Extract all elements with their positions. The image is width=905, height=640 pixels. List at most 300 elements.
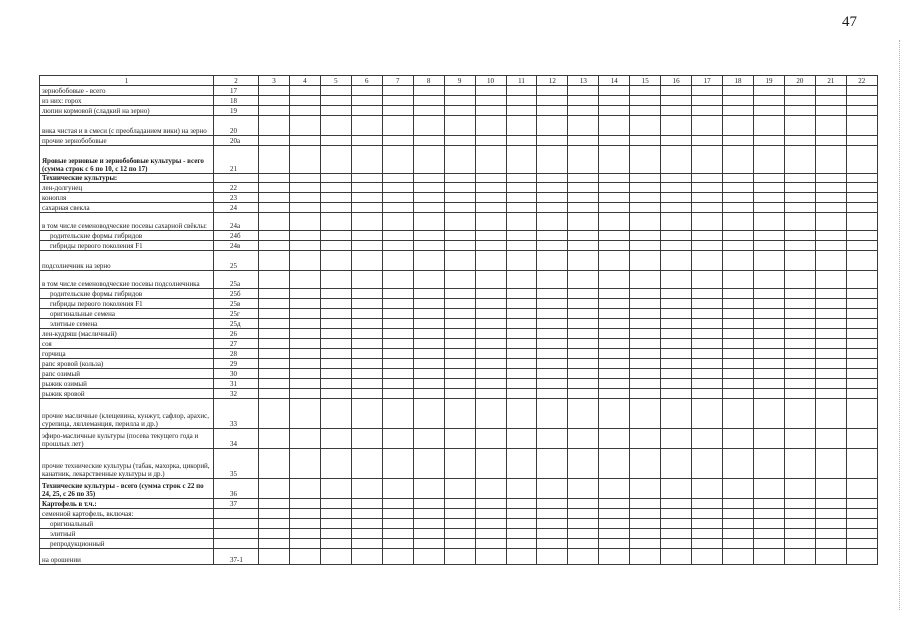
data-cell <box>413 241 444 251</box>
data-cell <box>382 369 413 379</box>
data-cell <box>259 251 290 271</box>
data-cell <box>815 106 846 116</box>
data-cell <box>599 309 630 319</box>
data-cell <box>506 241 537 251</box>
data-cell <box>259 136 290 146</box>
data-cell <box>754 429 785 449</box>
data-cell <box>568 231 599 241</box>
table-row <box>40 399 878 429</box>
data-cell <box>784 86 815 96</box>
data-cell <box>692 213 723 231</box>
data-cell <box>630 309 661 319</box>
data-cell <box>692 146 723 174</box>
column-header-13: 13 <box>568 76 599 86</box>
table-row <box>40 203 878 213</box>
data-cell <box>382 271 413 289</box>
data-cell <box>754 203 785 213</box>
column-header-1: 1 <box>40 76 214 86</box>
data-cell <box>599 339 630 349</box>
row-code: 36 <box>214 479 259 499</box>
data-cell <box>692 299 723 309</box>
data-cell <box>506 479 537 499</box>
data-cell <box>413 309 444 319</box>
data-cell <box>815 359 846 369</box>
data-cell <box>320 183 351 193</box>
data-cell <box>692 96 723 106</box>
data-cell <box>692 399 723 429</box>
row-label: семенной картофель, включая: <box>40 509 214 519</box>
data-cell <box>754 519 785 529</box>
data-cell <box>723 116 754 136</box>
data-cell <box>537 319 568 329</box>
data-cell <box>815 389 846 399</box>
data-cell <box>537 106 568 116</box>
data-cell <box>444 329 475 339</box>
data-cell <box>815 174 846 183</box>
data-cell <box>568 399 599 429</box>
data-cell <box>320 96 351 106</box>
data-cell <box>537 96 568 106</box>
data-cell <box>784 299 815 309</box>
data-cell <box>475 389 506 399</box>
data-cell <box>259 213 290 231</box>
data-cell <box>475 529 506 539</box>
data-cell <box>784 174 815 183</box>
data-cell <box>259 359 290 369</box>
data-cell <box>661 193 692 203</box>
data-cell <box>723 193 754 203</box>
data-cell <box>382 549 413 565</box>
data-cell <box>846 399 877 429</box>
row-label: родительские формы гибридов <box>40 231 214 241</box>
data-cell <box>506 136 537 146</box>
data-cell <box>784 271 815 289</box>
data-cell <box>259 389 290 399</box>
data-cell <box>661 319 692 329</box>
data-cell <box>289 193 320 203</box>
data-cell <box>630 106 661 116</box>
data-cell <box>320 539 351 549</box>
data-cell <box>413 146 444 174</box>
data-cell <box>320 213 351 231</box>
data-cell <box>259 539 290 549</box>
column-header-16: 16 <box>661 76 692 86</box>
data-cell <box>815 96 846 106</box>
data-cell <box>289 369 320 379</box>
data-cell <box>506 549 537 565</box>
data-cell <box>846 193 877 203</box>
data-cell <box>259 549 290 565</box>
data-cell <box>754 213 785 231</box>
data-cell <box>754 509 785 519</box>
data-cell <box>692 429 723 449</box>
data-cell <box>846 359 877 369</box>
row-code: 29 <box>214 359 259 369</box>
data-cell <box>784 241 815 251</box>
data-cell <box>784 389 815 399</box>
data-cell <box>568 106 599 116</box>
data-cell <box>661 519 692 529</box>
data-cell <box>599 399 630 429</box>
data-cell <box>815 319 846 329</box>
data-cell <box>320 86 351 96</box>
data-cell <box>351 309 382 319</box>
data-cell <box>568 349 599 359</box>
data-cell <box>784 106 815 116</box>
data-cell <box>537 136 568 146</box>
data-cell <box>815 519 846 529</box>
row-code: 33 <box>214 399 259 429</box>
data-cell <box>599 479 630 499</box>
data-cell <box>784 429 815 449</box>
data-cell <box>537 389 568 399</box>
row-label: соя <box>40 339 214 349</box>
row-label: горчица <box>40 349 214 359</box>
row-label: родительские формы гибридов <box>40 289 214 299</box>
data-cell <box>661 369 692 379</box>
data-cell <box>382 116 413 136</box>
table-row <box>40 329 878 339</box>
data-cell <box>692 529 723 539</box>
row-label: вика чистая и в смеси (с преобладанием вики) на зерно <box>40 116 214 136</box>
data-cell <box>630 241 661 251</box>
data-cell <box>506 271 537 289</box>
data-cell <box>506 203 537 213</box>
row-code: 34 <box>214 429 259 449</box>
data-cell <box>723 399 754 429</box>
data-cell <box>506 251 537 271</box>
data-cell <box>846 519 877 529</box>
data-cell <box>630 136 661 146</box>
data-cell <box>784 116 815 136</box>
data-cell <box>320 231 351 241</box>
data-cell <box>475 539 506 549</box>
data-cell <box>444 539 475 549</box>
row-code: 17 <box>214 86 259 96</box>
data-cell <box>568 529 599 539</box>
data-cell <box>661 529 692 539</box>
data-cell <box>289 549 320 565</box>
data-cell <box>630 429 661 449</box>
data-cell <box>320 519 351 529</box>
row-code: 19 <box>214 106 259 116</box>
data-cell <box>537 183 568 193</box>
row-label: зернобобовые - всего <box>40 86 214 96</box>
data-cell <box>692 499 723 509</box>
data-cell <box>784 519 815 529</box>
data-cell <box>568 174 599 183</box>
data-cell <box>413 519 444 529</box>
data-cell <box>537 549 568 565</box>
data-cell <box>661 146 692 174</box>
data-cell <box>846 231 877 241</box>
data-cell <box>289 299 320 309</box>
data-cell <box>475 429 506 449</box>
data-cell <box>846 289 877 299</box>
table-row <box>40 193 878 203</box>
data-cell <box>320 289 351 299</box>
data-cell <box>630 499 661 509</box>
data-cell <box>289 389 320 399</box>
row-label: конопля <box>40 193 214 203</box>
data-cell <box>661 359 692 369</box>
data-cell <box>537 499 568 509</box>
data-cell <box>382 136 413 146</box>
data-cell <box>320 146 351 174</box>
data-cell <box>413 96 444 106</box>
data-cell <box>413 299 444 309</box>
table-row <box>40 349 878 359</box>
row-code: 30 <box>214 369 259 379</box>
data-cell <box>351 379 382 389</box>
data-cell <box>351 251 382 271</box>
data-cell <box>351 519 382 529</box>
data-cell <box>351 146 382 174</box>
table-row <box>40 429 878 449</box>
data-cell <box>289 379 320 389</box>
data-cell <box>259 379 290 389</box>
data-cell <box>815 193 846 203</box>
data-cell <box>630 251 661 271</box>
data-cell <box>475 136 506 146</box>
data-cell <box>444 479 475 499</box>
data-cell <box>413 479 444 499</box>
data-cell <box>351 289 382 299</box>
data-cell <box>599 379 630 389</box>
data-cell <box>599 183 630 193</box>
data-cell <box>846 479 877 499</box>
table-row <box>40 499 878 509</box>
data-cell <box>537 193 568 203</box>
table-row <box>40 241 878 251</box>
data-cell <box>815 339 846 349</box>
data-cell <box>784 319 815 329</box>
data-cell <box>289 339 320 349</box>
data-cell <box>413 106 444 116</box>
data-cell <box>259 241 290 251</box>
data-cell <box>599 449 630 479</box>
data-cell <box>444 349 475 359</box>
data-cell <box>506 529 537 539</box>
data-cell <box>599 241 630 251</box>
data-cell <box>506 96 537 106</box>
row-label: репродукционный <box>40 539 214 549</box>
data-cell <box>444 399 475 429</box>
data-cell <box>630 203 661 213</box>
data-cell <box>506 449 537 479</box>
page-number: 47 <box>842 14 857 30</box>
data-cell <box>692 251 723 271</box>
data-cell <box>289 349 320 359</box>
row-code <box>214 174 259 183</box>
data-cell <box>289 449 320 479</box>
data-cell <box>351 369 382 379</box>
data-cell <box>351 389 382 399</box>
data-cell <box>599 519 630 529</box>
table-header-row <box>40 76 878 86</box>
data-cell <box>599 319 630 329</box>
data-cell <box>630 399 661 429</box>
data-cell <box>692 329 723 339</box>
data-cell <box>630 231 661 241</box>
column-header-3: 3 <box>259 76 290 86</box>
data-cell <box>661 251 692 271</box>
data-cell <box>475 369 506 379</box>
data-cell <box>537 449 568 479</box>
data-cell <box>568 299 599 309</box>
data-cell <box>444 203 475 213</box>
data-cell <box>506 86 537 96</box>
data-cell <box>784 183 815 193</box>
column-header-5: 5 <box>320 76 351 86</box>
data-cell <box>351 399 382 429</box>
data-cell <box>506 349 537 359</box>
data-cell <box>846 499 877 509</box>
data-cell <box>754 539 785 549</box>
data-cell <box>661 539 692 549</box>
data-cell <box>754 136 785 146</box>
data-cell <box>259 429 290 449</box>
data-cell <box>382 299 413 309</box>
row-code: 25в <box>214 299 259 309</box>
data-cell <box>599 251 630 271</box>
data-cell <box>382 349 413 359</box>
data-cell <box>754 289 785 299</box>
data-cell <box>630 519 661 529</box>
data-cell <box>846 251 877 271</box>
data-cell <box>475 359 506 369</box>
data-cell <box>382 499 413 509</box>
table-row <box>40 319 878 329</box>
table-row <box>40 96 878 106</box>
data-cell <box>537 231 568 241</box>
data-cell <box>413 449 444 479</box>
data-cell <box>723 349 754 359</box>
data-cell <box>320 529 351 539</box>
data-cell <box>815 136 846 146</box>
data-cell <box>568 289 599 299</box>
data-cell <box>382 319 413 329</box>
row-code <box>214 529 259 539</box>
data-cell <box>754 449 785 479</box>
data-cell <box>815 309 846 319</box>
data-cell <box>382 389 413 399</box>
data-cell <box>723 203 754 213</box>
row-label: подсолнечник на зерно <box>40 251 214 271</box>
table-row <box>40 213 878 231</box>
row-code: 26 <box>214 329 259 339</box>
table-row <box>40 549 878 565</box>
table-row <box>40 529 878 539</box>
data-cell <box>568 449 599 479</box>
data-cell <box>413 116 444 136</box>
data-cell <box>259 529 290 539</box>
data-cell <box>382 339 413 349</box>
data-cell <box>784 359 815 369</box>
data-cell <box>599 193 630 203</box>
data-cell <box>846 529 877 539</box>
data-cell <box>568 339 599 349</box>
row-label: прочие масличные (клещевина, кунжут, сафлор, арахис, сурепица, ляллеманция, перилла и др.) <box>40 399 214 429</box>
data-cell <box>568 271 599 289</box>
data-cell <box>723 289 754 299</box>
data-cell <box>784 329 815 339</box>
data-cell <box>444 549 475 565</box>
data-cell <box>815 399 846 429</box>
data-cell <box>723 359 754 369</box>
column-header-21: 21 <box>815 76 846 86</box>
data-cell <box>382 449 413 479</box>
data-cell <box>259 399 290 429</box>
data-cell <box>568 359 599 369</box>
data-cell <box>784 349 815 359</box>
data-cell <box>506 539 537 549</box>
data-cell <box>630 86 661 96</box>
data-cell <box>723 96 754 106</box>
data-cell <box>537 241 568 251</box>
data-cell <box>289 146 320 174</box>
data-cell <box>475 509 506 519</box>
data-cell <box>320 241 351 251</box>
data-cell <box>723 319 754 329</box>
row-label: Яровые зерновые и зернобобовые культуры - всего (сумма строк с 6 по 10, с 12 по 17) <box>40 146 214 174</box>
data-cell <box>846 549 877 565</box>
data-cell <box>630 289 661 299</box>
row-label: эфиро-масличные культуры (посева текущего года и прошлых лет) <box>40 429 214 449</box>
row-code: 24 <box>214 203 259 213</box>
data-cell <box>475 499 506 509</box>
data-cell <box>320 449 351 479</box>
data-cell <box>506 146 537 174</box>
data-cell <box>692 479 723 499</box>
data-cell <box>320 429 351 449</box>
data-cell <box>599 539 630 549</box>
data-cell <box>506 174 537 183</box>
data-cell <box>630 299 661 309</box>
data-cell <box>846 183 877 193</box>
data-cell <box>506 183 537 193</box>
data-cell <box>784 193 815 203</box>
data-cell <box>444 449 475 479</box>
data-cell <box>815 329 846 339</box>
data-cell <box>661 116 692 136</box>
data-cell <box>413 203 444 213</box>
data-cell <box>723 509 754 519</box>
data-cell <box>815 299 846 309</box>
data-cell <box>846 329 877 339</box>
data-cell <box>382 479 413 499</box>
data-cell <box>630 539 661 549</box>
data-cell <box>413 429 444 449</box>
data-cell <box>846 379 877 389</box>
data-cell <box>784 549 815 565</box>
data-cell <box>723 309 754 319</box>
data-cell <box>784 499 815 509</box>
data-cell <box>289 309 320 319</box>
data-cell <box>444 379 475 389</box>
data-cell <box>537 369 568 379</box>
row-code: 28 <box>214 349 259 359</box>
data-cell <box>259 96 290 106</box>
data-cell <box>784 96 815 106</box>
data-cell <box>599 203 630 213</box>
table-row <box>40 369 878 379</box>
data-cell <box>784 231 815 241</box>
row-label: люпин кормовой (сладкий на зерно) <box>40 106 214 116</box>
data-cell <box>815 203 846 213</box>
data-cell <box>259 174 290 183</box>
data-cell <box>568 369 599 379</box>
